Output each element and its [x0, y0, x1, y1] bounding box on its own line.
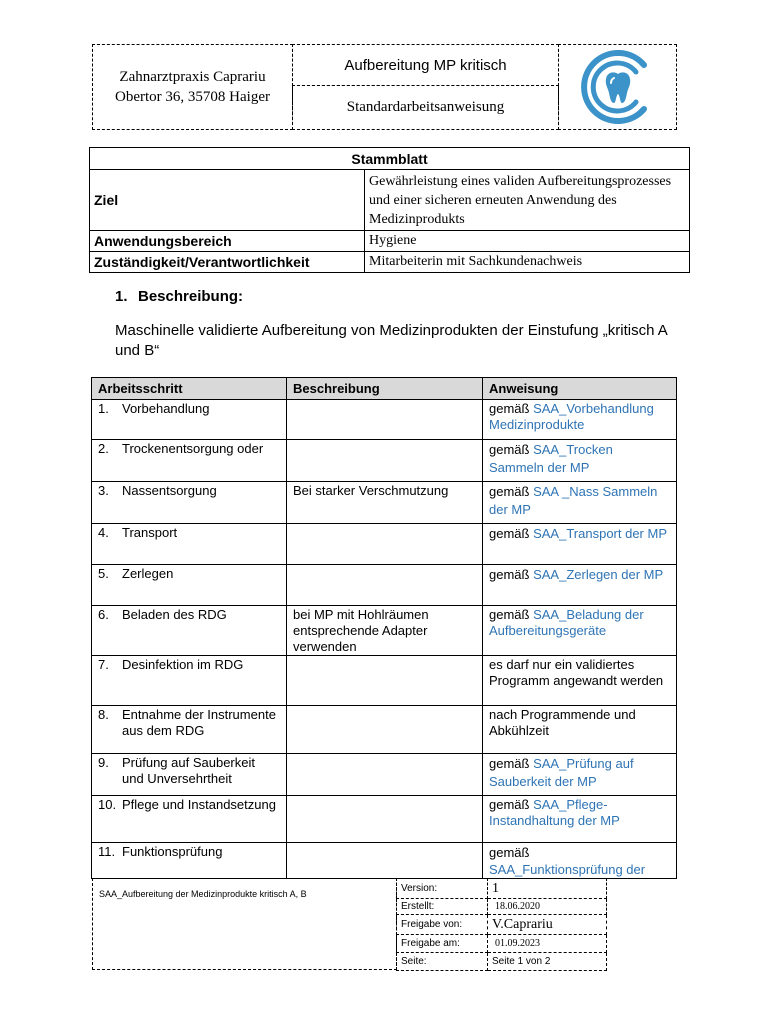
table-row — [92, 606, 677, 656]
header-logo-box — [558, 44, 677, 130]
step-description — [287, 754, 483, 796]
instruction-link[interactable]: SAA_Trocken Sammeln der MP — [489, 442, 613, 475]
stammblatt-label: Zuständigkeit/Verantwortlichkeit — [90, 252, 365, 273]
instruction-link[interactable]: SAA_Pflege-Instandhaltung der MP — [489, 797, 620, 828]
stammblatt-value: Mitarbeiterin mit Sachkundenachweis — [365, 252, 690, 273]
footer-page: Seite 1 von 2 — [488, 953, 607, 971]
step-number: 2. — [98, 441, 109, 456]
table-row — [92, 524, 677, 565]
instruction-text: nach Programmende und Abkühlzeit — [489, 707, 636, 738]
instruction-link[interactable]: SAA_Beladung der Aufbereitungsgeräte — [489, 607, 644, 638]
stammblatt-value: Hygiene — [365, 231, 690, 252]
step-number: 9. — [98, 755, 109, 770]
column-header: Arbeitsschritt — [92, 378, 287, 400]
instruction-text: gemäß — [489, 567, 530, 582]
instruction-text: gemäß — [489, 484, 530, 499]
step-label: Entnahme der Instrumente aus dem RDG — [122, 707, 276, 738]
stammblatt-label: Anwendungsbereich — [90, 231, 365, 252]
footer-approved-on: 01.09.2023 — [488, 935, 607, 953]
stammblatt-value: Gewährleistung eines validen Aufbereitungsprozesses und einer sicheren erneuten Anwendung des Medizinprodukts — [365, 170, 690, 231]
doc-title: Aufbereitung MP kritisch — [292, 44, 559, 86]
instruction-link[interactable]: SAA_Prüfung auf Sauberkeit der MP — [489, 756, 634, 789]
step-label: Funktionsprüfung — [122, 844, 223, 859]
instruction-text: gemäß — [489, 401, 530, 416]
step-label: Prüfung auf Sauberkeit und Unversehrtheit — [122, 755, 255, 786]
column-header: Beschreibung — [287, 378, 483, 400]
instruction-text: gemäß — [489, 526, 530, 541]
section-heading: 1. Beschreibung: — [115, 288, 244, 305]
table-row — [92, 400, 677, 440]
instruction-link[interactable]: SAA_Vorbehandlung Medizinprodukte — [489, 401, 654, 432]
table-row — [92, 440, 677, 482]
section-text: Maschinelle validierte Aufbereitung von Medizinprodukten der Einstufung „kritisch A und B“ — [115, 322, 667, 359]
step-label: Pflege und Instandsetzung — [122, 797, 276, 812]
table-row — [92, 754, 677, 796]
step-number: 10. — [98, 797, 117, 812]
footer-created: 18.06.2020 — [488, 899, 607, 915]
step-description — [287, 400, 483, 440]
table-row — [92, 656, 677, 706]
footer-label: Freigabe am: — [397, 935, 488, 953]
step-number: 6. — [98, 607, 109, 622]
table-row — [92, 482, 677, 524]
step-number: 7. — [98, 657, 109, 672]
section-number: 1. — [115, 288, 128, 305]
step-number: 5. — [98, 566, 109, 581]
instruction-text: gemäß — [489, 797, 530, 812]
stammblatt-title: Stammblatt — [90, 148, 690, 170]
footer-label: Seite: — [397, 953, 488, 971]
table-row — [92, 565, 677, 606]
step-label: Vorbehandlung — [122, 401, 210, 416]
step-label: Beladen des RDG — [122, 607, 227, 622]
instruction-text: gemäß — [489, 442, 530, 457]
step-number: 3. — [98, 483, 109, 498]
step-description — [287, 796, 483, 843]
practice-name: Zahnarztpraxis Caprariu — [119, 69, 266, 85]
practice-address: Obertor 36, 35708 Haiger — [115, 89, 270, 105]
step-description — [287, 524, 483, 565]
step-description: bei MP mit Hohlräumen entsprechende Adapter verwenden — [287, 606, 483, 656]
stammblatt-label: Ziel — [90, 170, 365, 231]
instruction-link[interactable]: SAA _Nass Sammeln der MP — [489, 484, 658, 517]
instruction-link[interactable]: SAA_Funktionsprüfung der — [489, 862, 646, 877]
column-header: Anweisung — [483, 378, 677, 400]
header-practice-box — [92, 44, 293, 130]
stammblatt-table — [89, 147, 690, 273]
instruction-link[interactable]: SAA_Transport der MP — [533, 526, 667, 541]
step-description — [287, 656, 483, 706]
table-row — [92, 843, 677, 879]
footer-doc-name: SAA_Aufbereitung der Medizinprodukte kritisch A, B — [99, 889, 307, 899]
footer-doc-name-box — [92, 878, 397, 970]
instruction-link[interactable]: SAA_Zerlegen der MP — [533, 567, 664, 582]
footer-label: Freigabe von: — [397, 915, 488, 935]
footer-label: Erstellt: — [397, 899, 488, 915]
tooth-logo-icon — [578, 47, 658, 127]
step-description — [287, 706, 483, 754]
step-number: 4. — [98, 525, 109, 540]
process-table — [91, 377, 677, 879]
instruction-text: es darf nur ein validiertes Programm angewandt werden — [489, 657, 664, 688]
footer-label: Version: — [397, 879, 488, 899]
step-number: 1. — [98, 401, 109, 416]
step-number: 8. — [98, 707, 109, 722]
instruction-text: gemäß — [489, 607, 530, 622]
step-description — [287, 440, 483, 482]
step-description — [287, 843, 483, 879]
step-label: Zerlegen — [122, 566, 174, 581]
step-label: Trockenentsorgung oder — [122, 441, 264, 456]
footer-version: 1 — [488, 879, 607, 899]
instruction-text: gemäß — [489, 845, 530, 860]
table-row — [92, 796, 677, 843]
step-number: 11. — [98, 844, 116, 859]
step-label: Transport — [122, 525, 178, 540]
footer-meta-table — [396, 878, 607, 971]
table-row — [92, 706, 677, 754]
step-label: Desinfektion im RDG — [122, 657, 244, 672]
step-description — [287, 565, 483, 606]
step-description: Bei starker Verschmutzung — [287, 482, 483, 524]
footer-approved-by: V.Caprariu — [488, 915, 607, 935]
step-label: Nassentsorgung — [122, 483, 217, 498]
doc-type: Standardarbeitsanweisung — [292, 85, 559, 130]
instruction-text: gemäß — [489, 756, 530, 771]
